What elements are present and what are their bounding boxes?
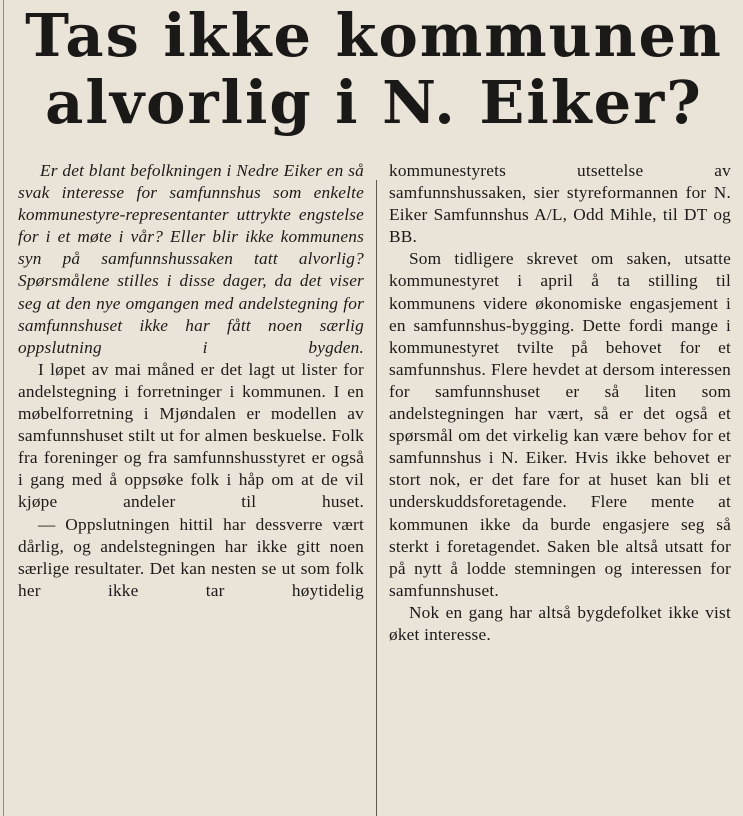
- body-paragraph: — Oppslutningen hittil har dessverre vært dårlig, og andelstegningen har ikke gitt noen særlige resultater. Det kan nesten se ut som folk her ikke tar høytidelig: [18, 514, 364, 600]
- body-paragraph: Som tidligere skrevet om saken, utsatte kommunestyret i april å ta stilling til kommunens videre økonomiske engasjement i en samfunnshus-bygging. Dette fordi mange i kommunestyret tvilte på behovet for et samfunnshus. Flere hevdet at dersom interessen for samfunnshuset er så liten som andelstegningen har vært, så er det også et spørsmål om det virkelig kan være behov for et samfunnshus i N. Eiker. Hvis ikke behovet er stort nok, er det fare for at huset kan bli et underskuddsforetagende. Flere mente at kommunen ikke da burde engasjere seg så sterkt i foretagendet. Saken ble altså utsatt for på nytt å lodde stemningen og interessen for samfunnshuset.: [389, 249, 731, 600]
- right-column: [389, 160, 731, 646]
- headline-line-2: alvorlig i N. Eiker?: [45, 68, 703, 137]
- body-paragraph: kommunestyrets utsettelse av samfunnshussaken, sier styreformannen for N. Eiker Samfunnshus A/L, Odd Mihle, til DT og BB.: [389, 161, 731, 247]
- headline-line-1: Tas ikke kommunen: [25, 1, 723, 70]
- headline: [14, 2, 734, 136]
- intro-paragraph: Er det blant befolkningen i Nedre Eiker en så svak interesse for samfunnshus som enkelte kommunestyre-representanter uttrykte engstelse for i et møte i vår? Eller blir ikke kommunens syn på samfunnshussaken tatt alvorlig? Spørsmålene stilles i disse dager, da det viser seg at den nye omgangen med andelstegning for samfunnshuset ikke har fått noen særlig oppslutning i bygden.: [18, 161, 364, 357]
- page-edge: [3, 0, 4, 816]
- body-paragraph: Nok en gang har altså bygdefolket ikke vist øket interesse.: [389, 602, 731, 644]
- body-paragraph: I løpet av mai måned er det lagt ut lister for andelstegning i forretninger i kommunen. I en møbelforretning i Mjøndalen er modellen av samfunnshuset stilt ut for almen beskuelse. Folk fra foreninger og fra samfunnshusstyret er også i gang med å oppsøke folk i håp om at de vil kjøpe andeler til huset.: [18, 359, 364, 512]
- left-column: [18, 160, 364, 602]
- column-rule: [376, 180, 377, 816]
